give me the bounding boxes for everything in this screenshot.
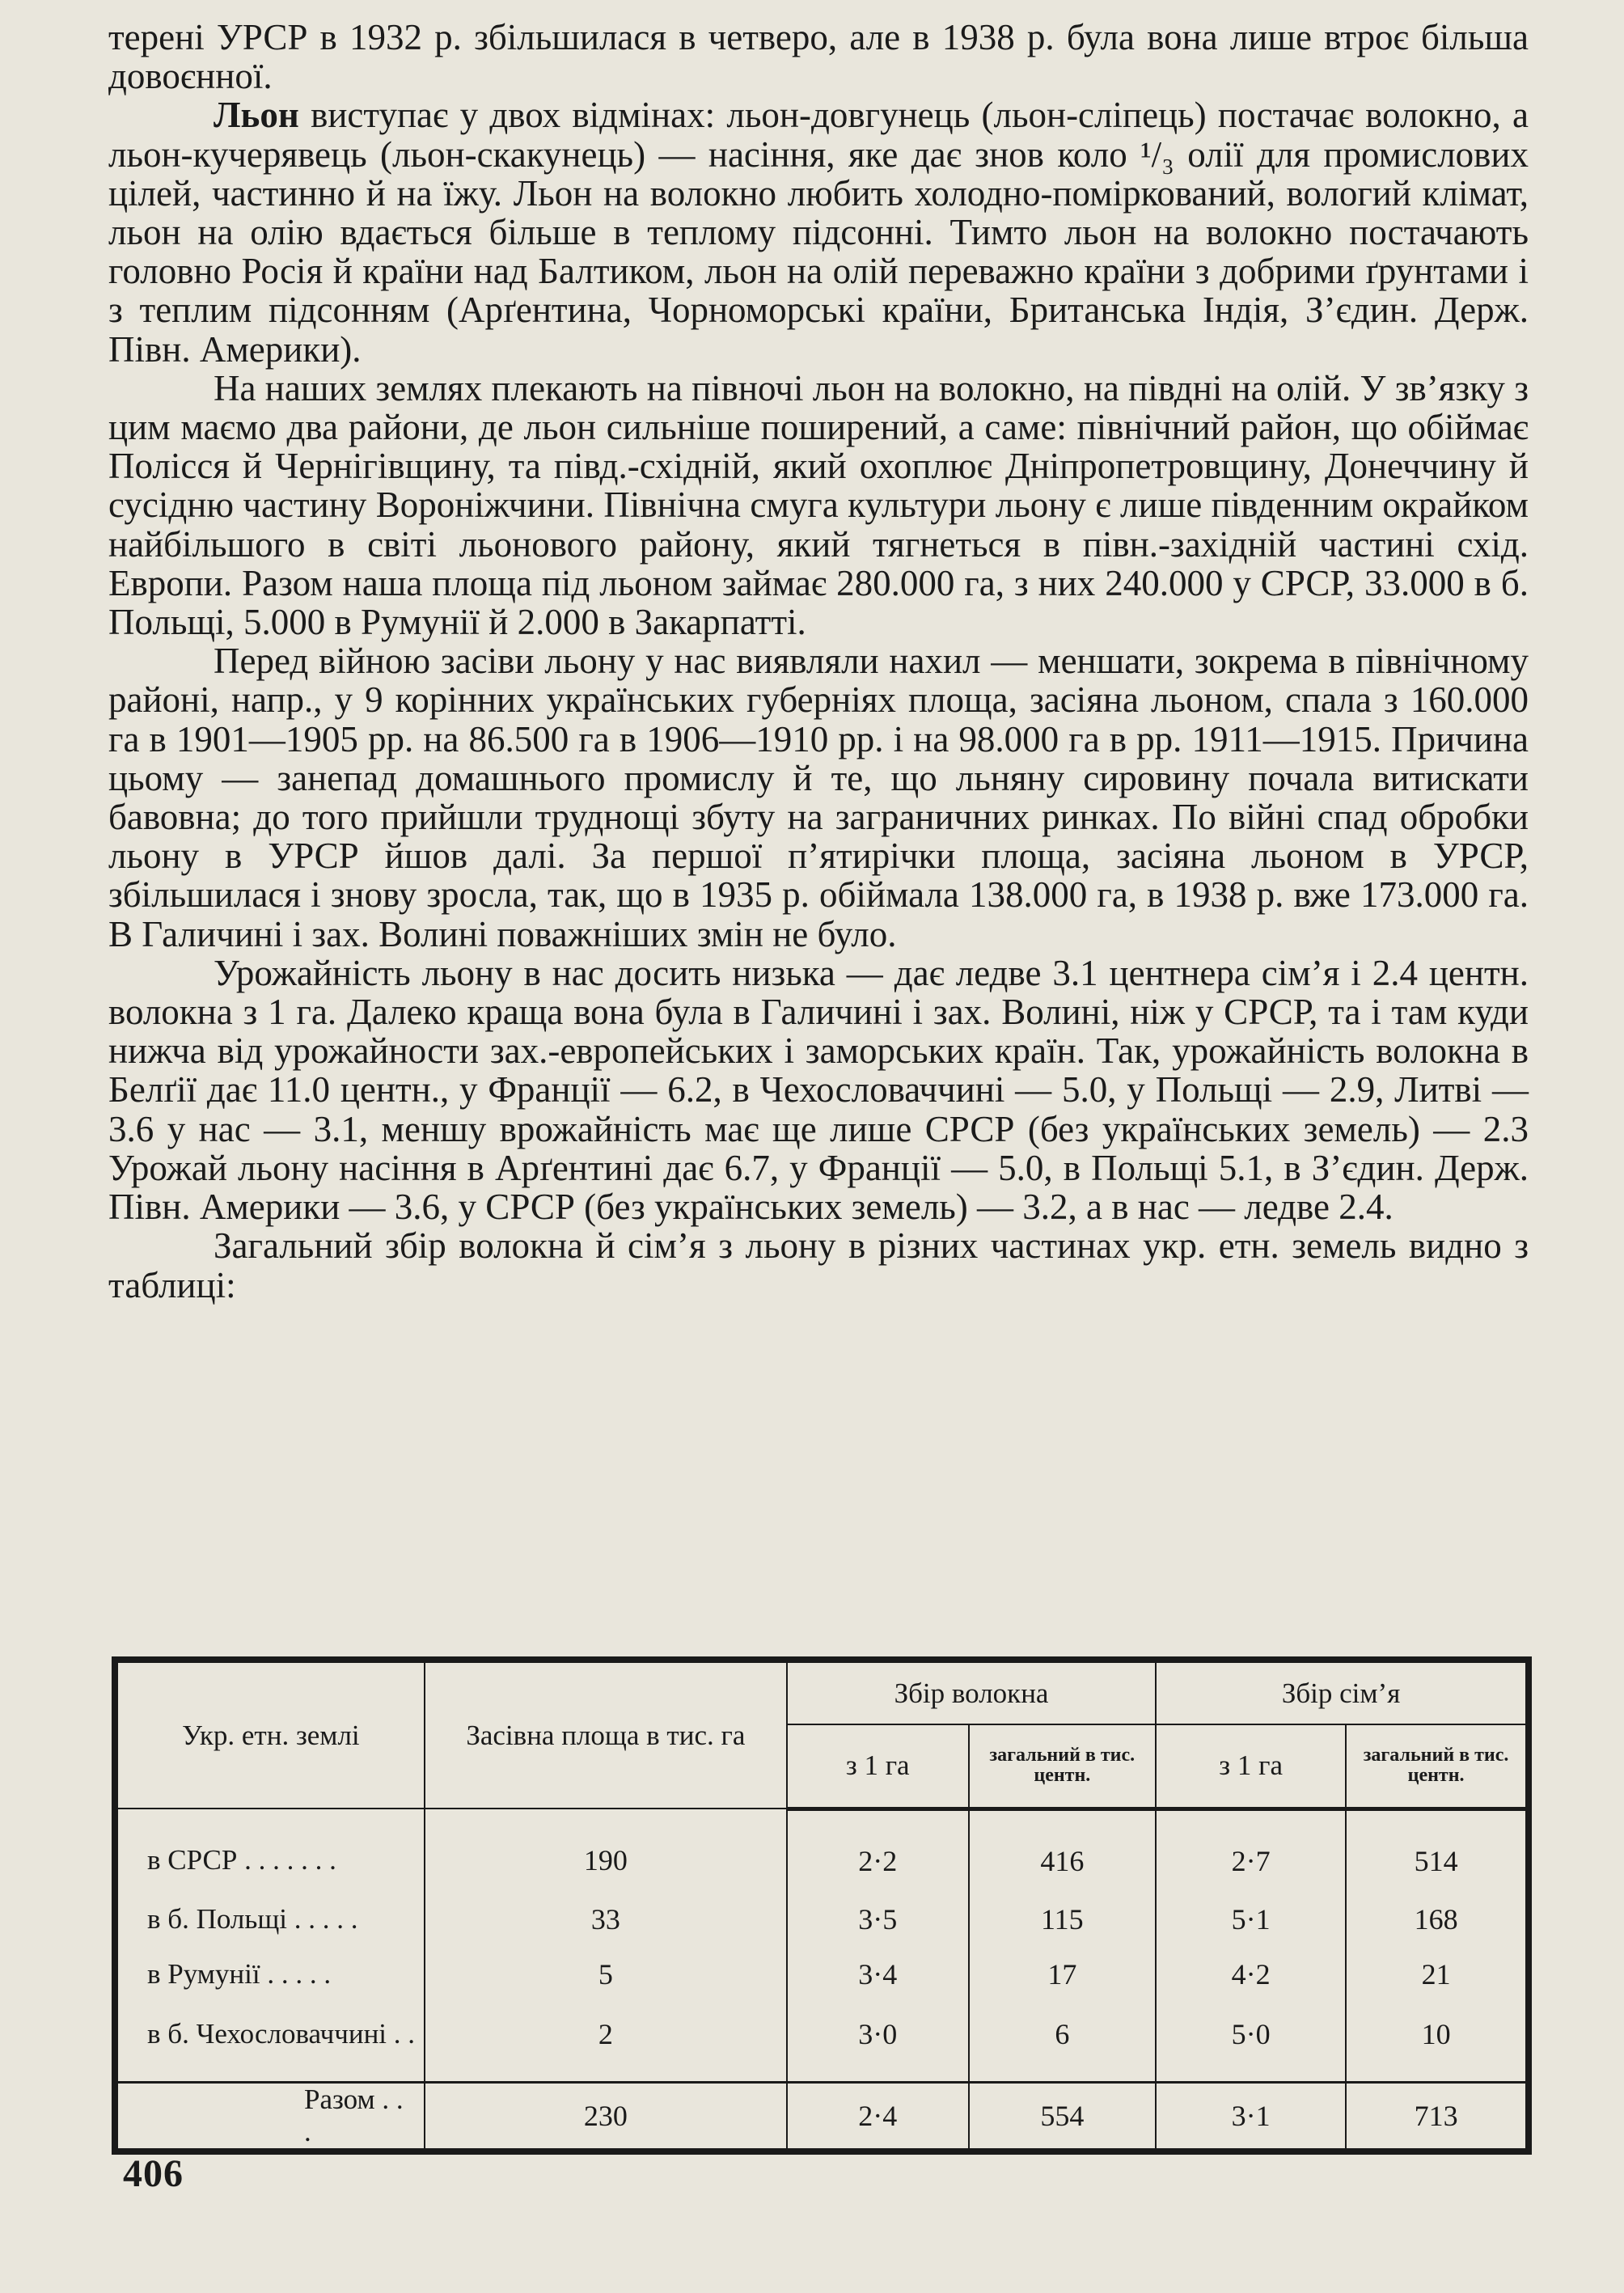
table-row [115, 1809, 1529, 1892]
cell-fiber-per-ha: 3·0 [787, 2002, 969, 2083]
header-fiber-per-ha: з 1 га [787, 1724, 969, 1809]
header-area: Засівна площа в тис. га [425, 1660, 787, 1809]
cell-total-label: Разом . . . [115, 2082, 425, 2151]
paragraph-text: терені УРСР в 1932 р. збільшилася в четверо, але в 1938 р. була вона лише втроє більша довоєнної. [108, 17, 1529, 97]
page-number: 406 [123, 2152, 184, 2195]
cell-area: 190 [425, 1809, 787, 1892]
cell-seed-total: 10 [1346, 2002, 1529, 2083]
paragraph-text: виступає у двох відмінах: льон-довгунець (льон-сліпець) постачає волокно, а льон-кучерявець (льон-скакунець) — насіння, яке дає знов коло ¹/₃ олії для промислових цілей, частинно й на їжу. Льон на волокно любить холодно-поміркований, вологий клімат, льон на олію вдається більше в теплому підсонні. Тимто льон на волокно постачають головно Росія й країни над Балтиком, льон на олій переважно країни з добрими ґрунтами і з теплим підсонням (Арґентина, Чорноморські країни, Британська Індія, З’єдин. Держ. Півн. Америки). [108, 95, 1529, 370]
cell-total-area: 230 [425, 2082, 787, 2151]
flax-harvest-table [112, 1656, 1532, 2147]
cell-fiber-per-ha: 3·5 [787, 1892, 969, 1947]
cell-total-seed-per-ha: 3·1 [1156, 2082, 1346, 2151]
cell-region: в Румунії . . . . . [115, 1947, 425, 2002]
cell-seed-total: 514 [1346, 1809, 1529, 1892]
paragraph-text: На наших землях плекають на півночі льон на волокно, на півдні на олій. У зв’язку з цим маємо два райони, де льон сильніше поширений, а саме: північний район, що обіймає Полісся й Чернігівщину, та півд.-східній, який охоплює Дніпропетровщину, Донеччину й сусідню частину Вороніжчини. Північна смуга культури льону є лише південним окрайком найбільшого в світі льонового району, який тягнеться в півн.-західній частині схід. Европи. Разом наша площа під льоном займає 280.000 га, з них 240.000 у СРСР, 33.000 в б. Польщі, 5.000 в Румунії й 2.000 в Закарпатті. [108, 367, 1529, 643]
cell-total-seed-total: 713 [1346, 2082, 1529, 2151]
header-seed: Збір сім’я [1156, 1660, 1529, 1724]
paragraph-text: Загальний збір волокна й сім’я з льону в різних частинах укр. етн. земель видно з таблиці: [108, 1225, 1529, 1305]
paragraph-text: Урожайність льону в нас досить низька — дає ледве 3.1 центнера сім’я і 2.4 центн. волокна з 1 га. Далеко краща вона була в Галичині і зах. Волині, ніж у СРСР, та і там куди нижча від урожайности зах.-европейських і заморських країн. Так, урожайність волокна в Белґії дає 11.0 центн., у Франції — 6.2, в Чехословаччині — 5.0, у Польщі — 2.9, Литві — 3.6 у нас — 3.1, меншу врожайність має ще лише СРСР (без українських земель) — 2.3 Урожай льону насіння в Арґентині дає 6.7, у Франції — 5.0, в Польщі 5.1, в З’єдин. Держ. Півн. Америки — 3.6, у СРСР (без українських земель) — 3.2, а в нас — ледве 2.4. [108, 952, 1529, 1228]
cell-total-fiber-per-ha: 2·4 [787, 2082, 969, 2151]
paragraph-flax [108, 95, 1529, 368]
cell-fiber-total: 416 [969, 1809, 1157, 1892]
cell-seed-total: 21 [1346, 1947, 1529, 2002]
cell-fiber-per-ha: 2·2 [787, 1809, 969, 1892]
cell-area: 2 [425, 2002, 787, 2083]
header-region: Укр. етн. землі [115, 1660, 425, 1809]
cell-region: в СРСР . . . . . . . [115, 1809, 425, 1892]
cell-region: в б. Чехословаччині . . [115, 2002, 425, 2083]
table-row [115, 1947, 1529, 2002]
cell-fiber-total: 17 [969, 1947, 1157, 2002]
table-row [115, 1892, 1529, 1947]
paragraph-regions [108, 369, 1529, 641]
paragraph-history [108, 641, 1529, 954]
header-fiber-total: загальний в тис. центн. [969, 1724, 1157, 1809]
cell-area: 5 [425, 1947, 787, 2002]
header-fiber: Збір волокна [787, 1660, 1156, 1724]
cell-seed-per-ha: 2·7 [1156, 1809, 1346, 1892]
cell-area: 33 [425, 1892, 787, 1947]
table-total-row [115, 2082, 1529, 2151]
paragraph-table-intro [108, 1226, 1529, 1304]
cell-fiber-total: 115 [969, 1892, 1157, 1947]
cell-total-fiber-total: 554 [969, 2082, 1157, 2151]
cell-fiber-total: 6 [969, 2002, 1157, 2083]
header-seed-total: загальний в тис. центн. [1346, 1724, 1529, 1809]
cell-seed-per-ha: 5·1 [1156, 1892, 1346, 1947]
header-seed-per-ha: з 1 га [1156, 1724, 1346, 1809]
cell-seed-per-ha: 5·0 [1156, 2002, 1346, 2083]
cell-region: в б. Польщі . . . . . [115, 1892, 425, 1947]
term-flax: Льон [214, 95, 299, 136]
paragraph-text: Перед війною засіви льону у нас виявляли нахил — меншати, зокрема в північному районі, напр., у 9 корінних українських губерніях площа, засіяна льоном, спала з 160.000 га в 1901—1905 рр. на 86.500 га в 1906—1910 рр. і на 98.000 га в рр. 1911—1915. Причина цьому — занепад домашнього промислу й те, що льняну сировину почала витискати бавовна; до того прийшли труднощі збуту на заграничних ринках. По війні спад обробки льону в УРСР йшов далі. За першої п’ятирічки площа, засіяна льоном в УРСР, збільшилася і знову зросла, так, що в 1935 р. обіймала 138.000 га, в 1938 р. вже 173.000 га. В Галичині і зах. Волині поважніших змін не було. [108, 641, 1529, 954]
data-table [112, 1656, 1532, 2155]
cell-seed-total: 168 [1346, 1892, 1529, 1947]
body-text [108, 18, 1529, 1305]
cell-fiber-per-ha: 3·4 [787, 1947, 969, 2002]
paragraph-yield [108, 954, 1529, 1226]
table-row [115, 2002, 1529, 2083]
paragraph-continued [108, 18, 1529, 95]
cell-seed-per-ha: 4·2 [1156, 1947, 1346, 2002]
